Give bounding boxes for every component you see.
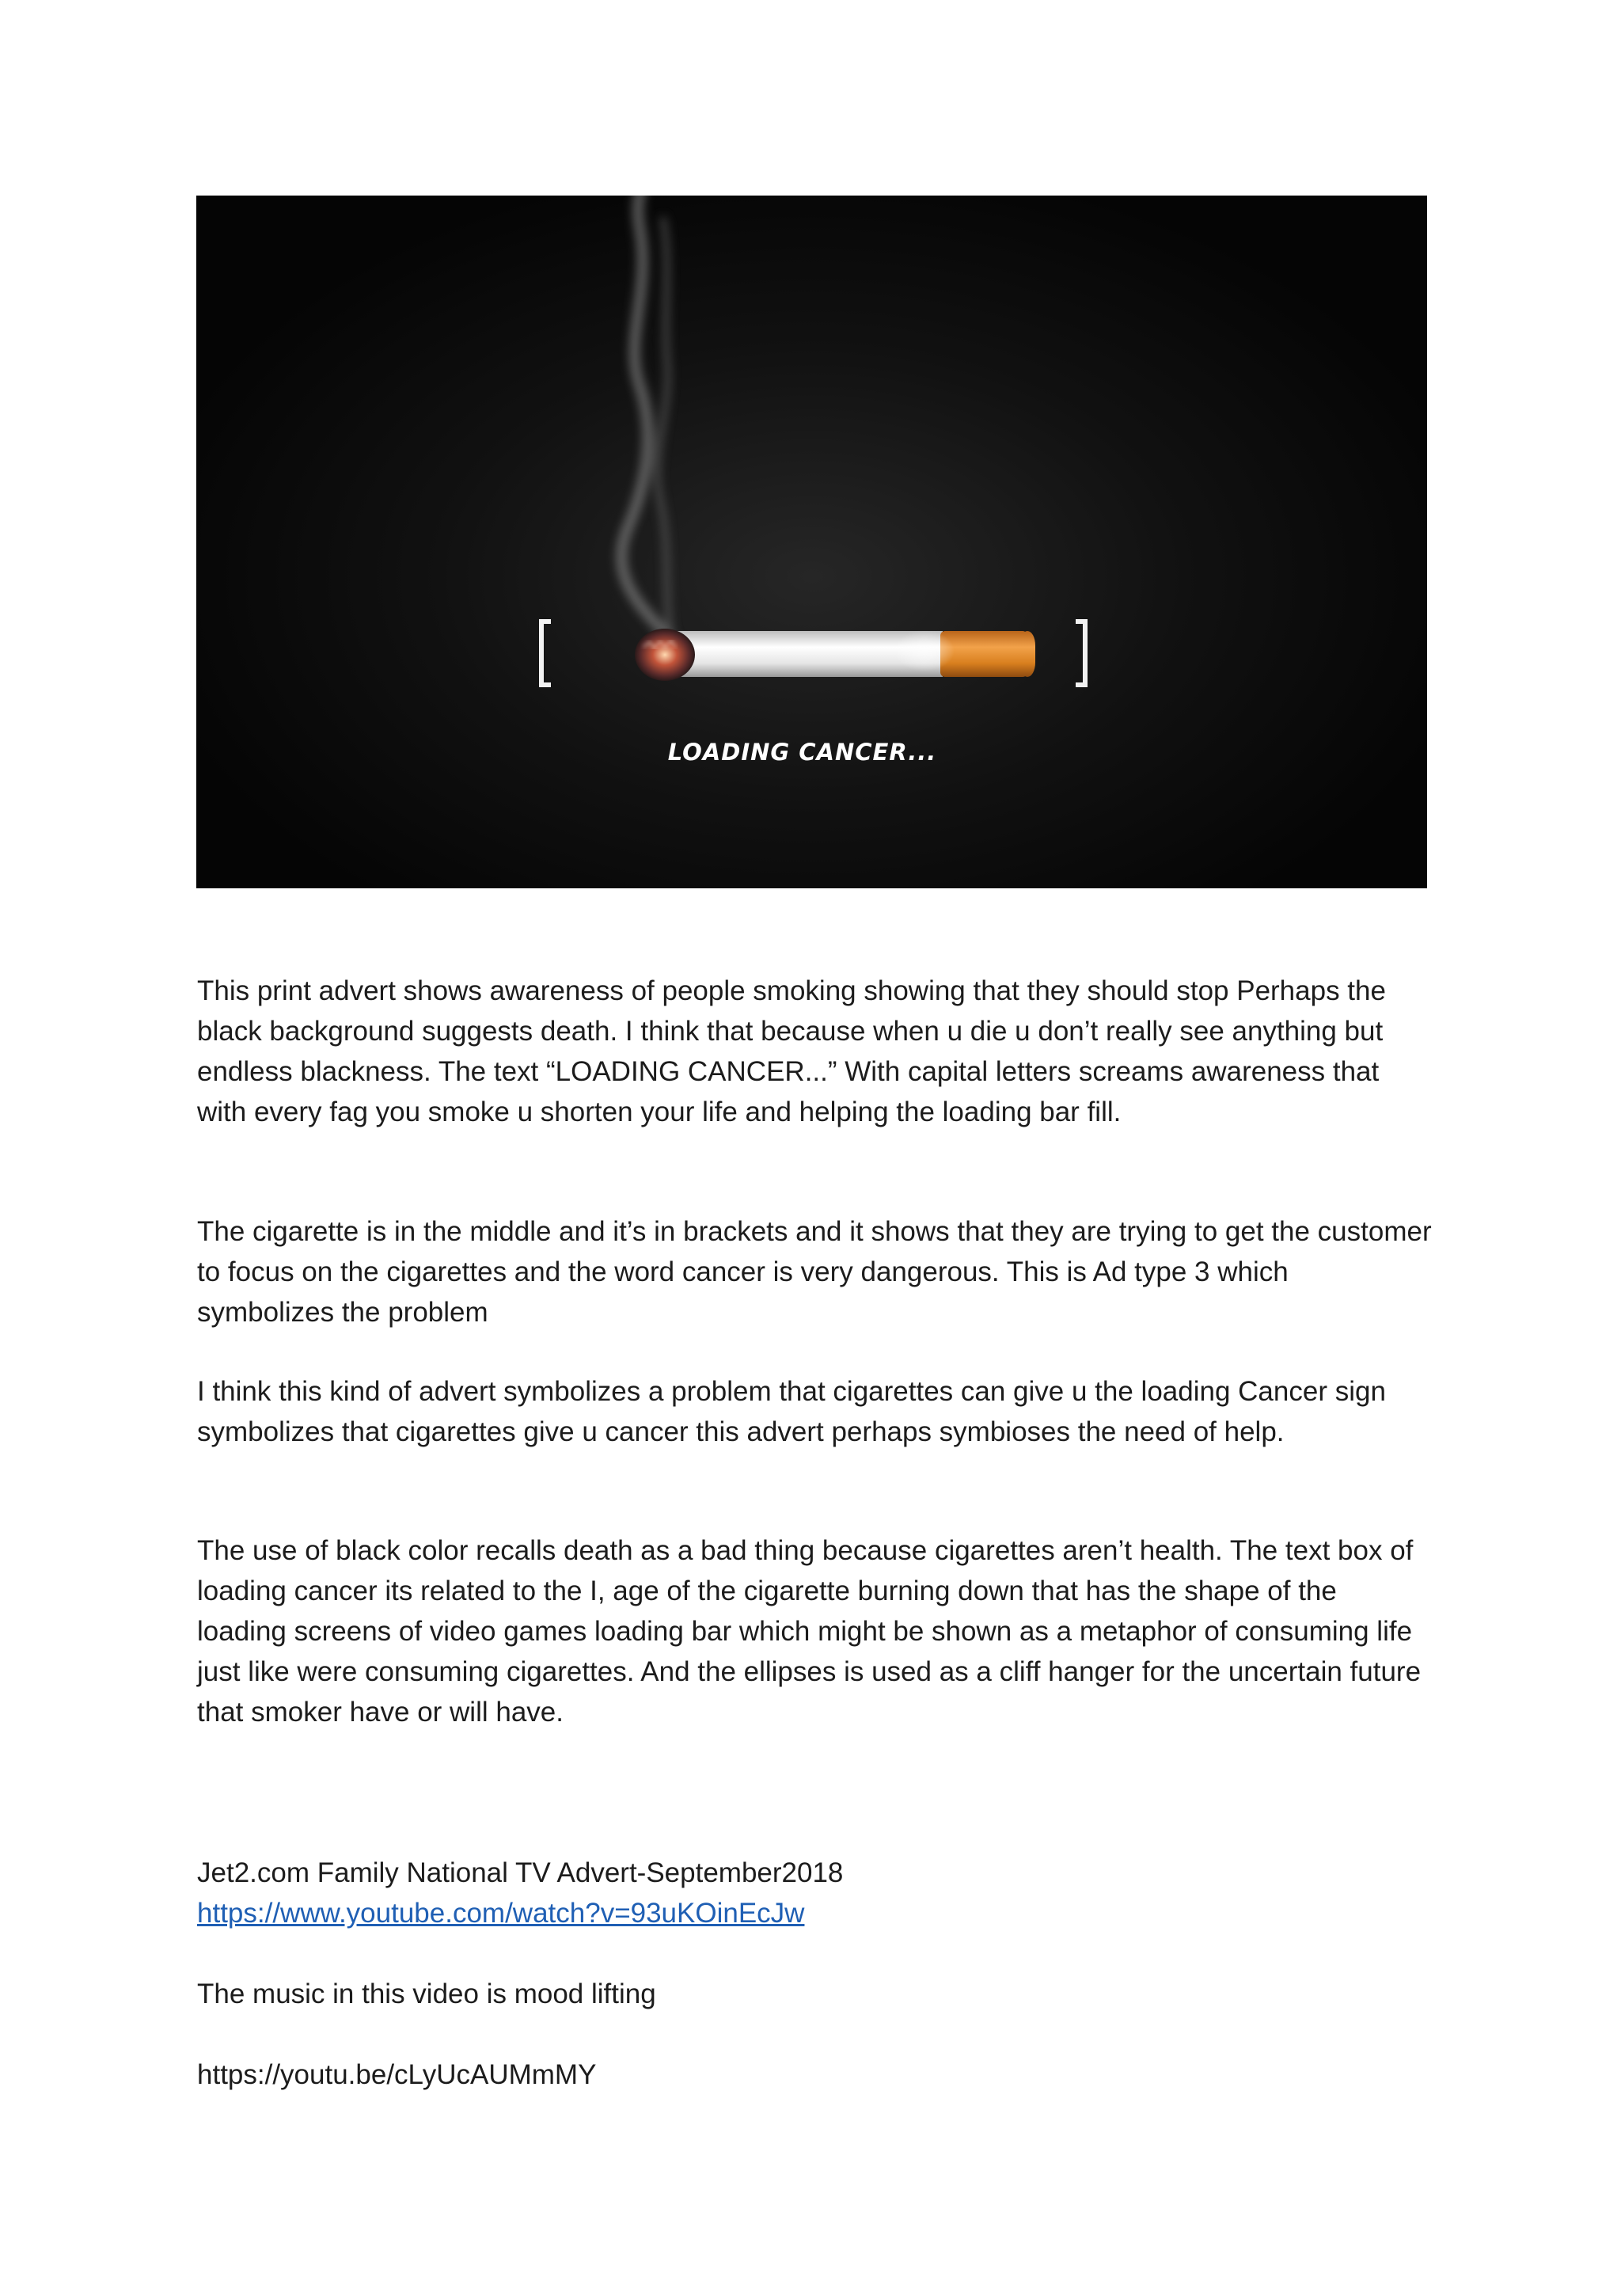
youtube-link[interactable]: https://www.youtube.com/watch?v=93uKOinEcJw xyxy=(197,1898,805,1929)
youtu-be-link[interactable]: https://youtu.be/cLyUcAUMmMY xyxy=(197,2059,597,2090)
advert-image xyxy=(196,196,1427,888)
smoke xyxy=(621,196,671,639)
cigarette-illustration xyxy=(196,196,1427,888)
analysis-paragraph-2: The cigarette is in the middle and it’s in brackets and it shows that they are trying to get the customer to focus on the cigarettes and the word cancer is very dangerous. This is Ad type 3 which symbolizes the problem xyxy=(197,1216,1432,1328)
cigarette xyxy=(635,629,1035,681)
loading-cancer-caption: LOADING CANCER... xyxy=(667,739,937,766)
analysis-paragraph-4: The use of black color recalls death as a bad thing because cigarettes aren’t health. The text box of loading cancer its related to the I, age of the cigarette burning down that has the shape of the loading screens of video games loading bar which might be shown as a metaphor of consuming life just like were consuming cigarettes. And the ellipses is used as a cliff hanger for the uncertain future that smoker have or will have. xyxy=(197,1535,1422,1728)
video-reference-title: Jet2.com Family National TV Advert-September2018 xyxy=(197,1857,844,1888)
analysis-paragraph-1: This print advert shows awareness of people smoking showing that they should stop Perhaps the black background suggests death. I think that because when u die u don’t really see anything but endless blackness. The text “LOADING CANCER...” With capital letters screams awareness that with every fag you smoke u shorten your life and helping the loading bar fill. xyxy=(197,975,1386,1127)
music-note: The music in this video is mood lifting xyxy=(197,1979,656,2009)
analysis-paragraph-3: I think this kind of advert symbolizes a problem that cigarettes can give u the loading Cancer sign symbolizes that cigarettes give u cancer this advert perhaps symbioses the need of help. xyxy=(197,1376,1386,1447)
